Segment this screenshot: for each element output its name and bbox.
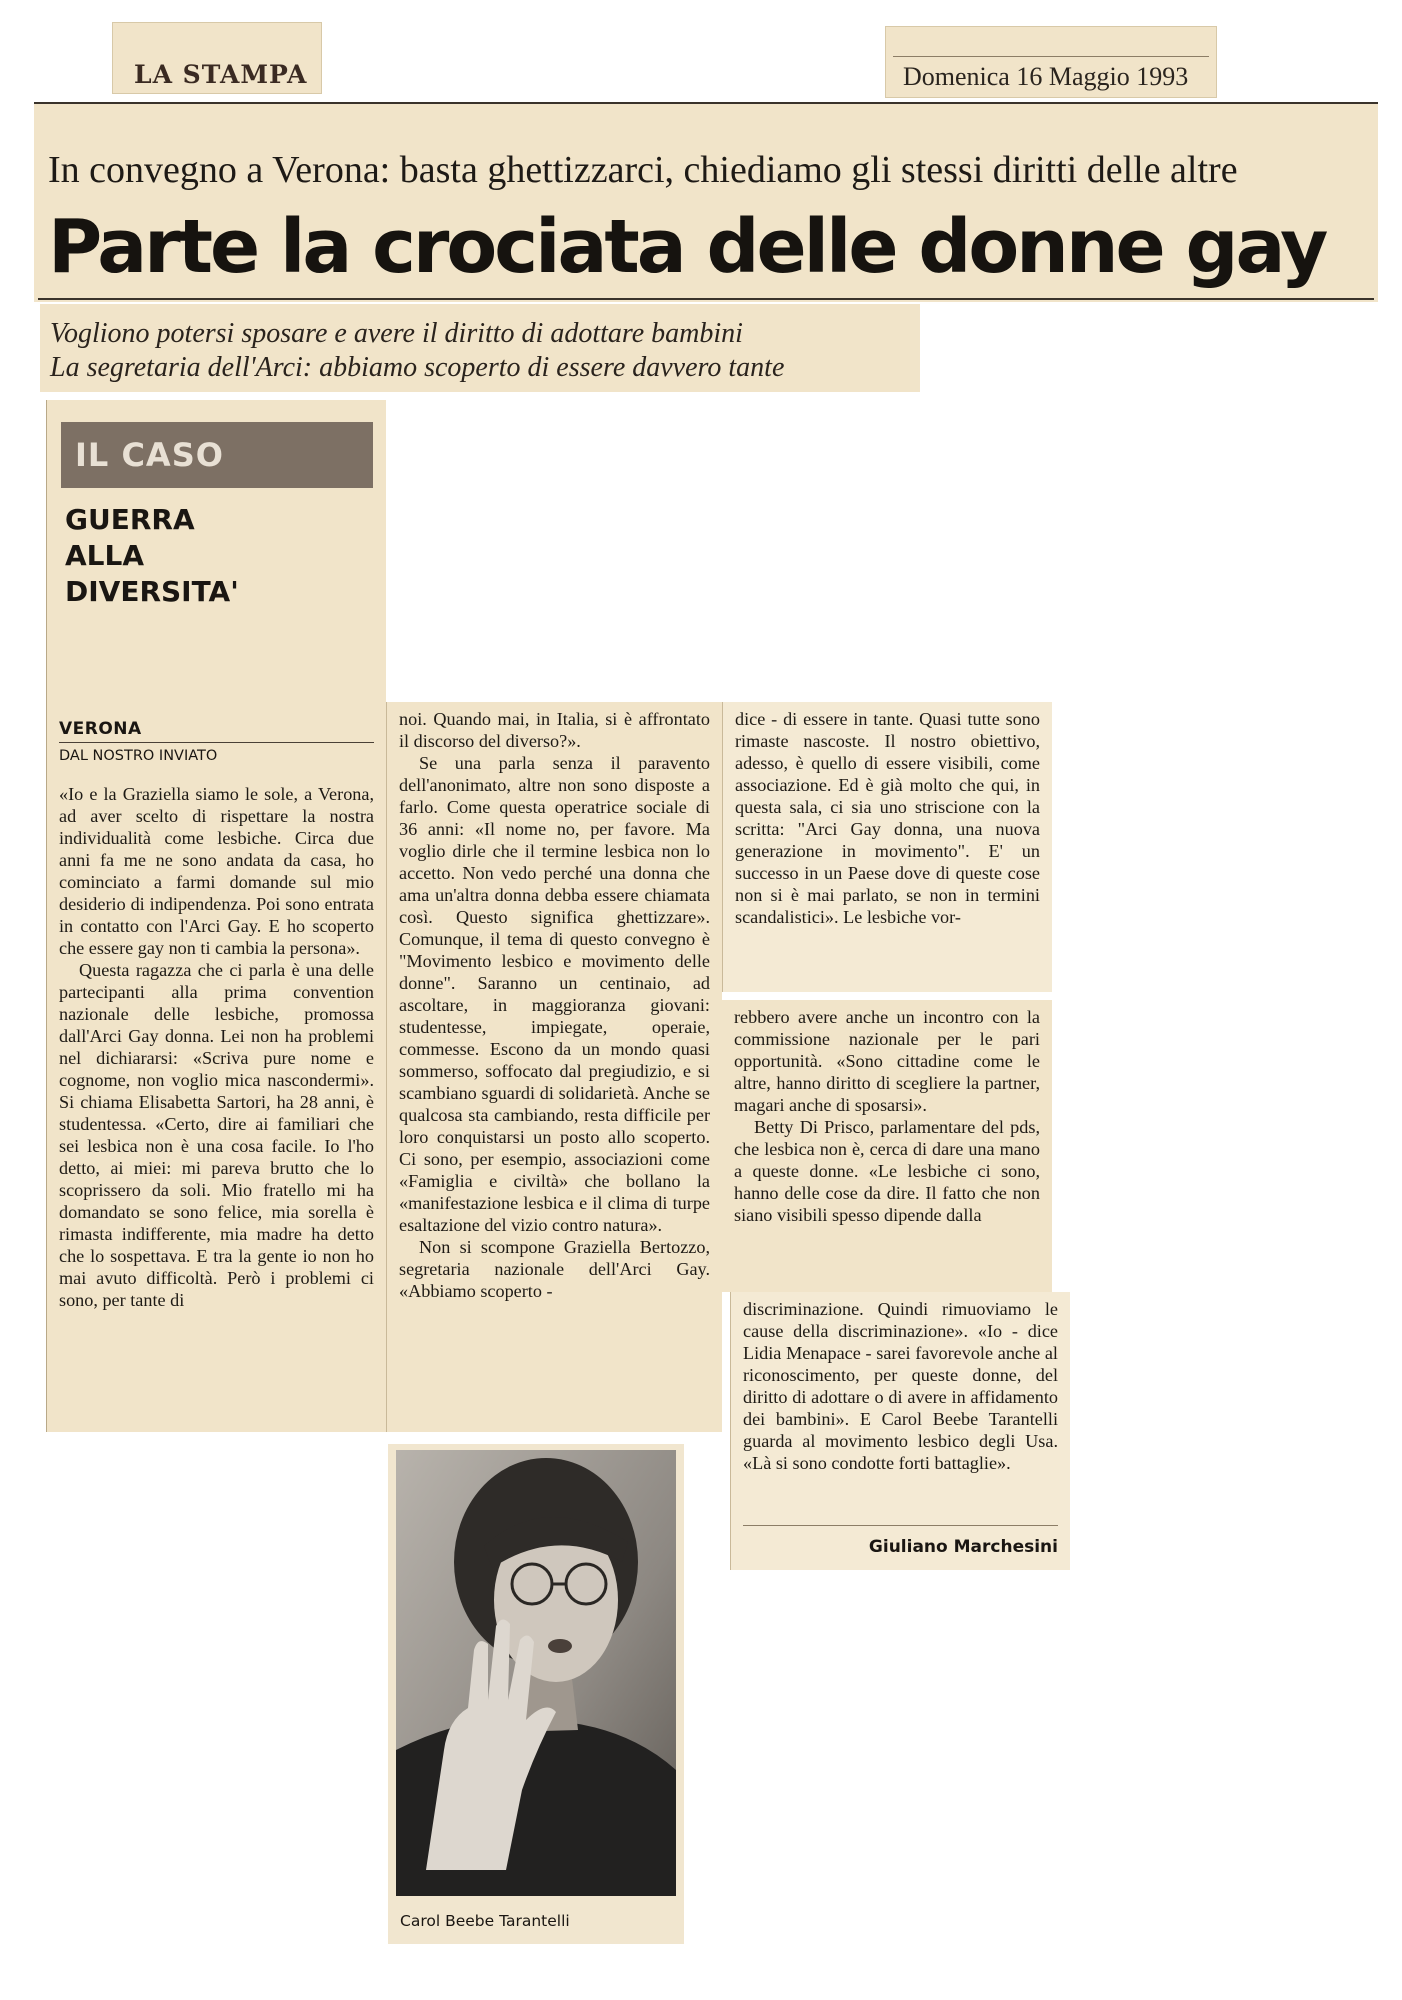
article-column-2: [386, 702, 722, 1432]
photo-caption: Carol Beebe Tarantelli: [400, 1912, 570, 1930]
masthead-clipping: [112, 22, 322, 94]
headline-rule: [38, 298, 1374, 300]
subheadline-line-2: La segretaria dell'Arci: abbiamo scoperto di essere davvero tante: [50, 352, 785, 383]
article-column-1: [46, 702, 386, 1432]
paragraph: Se una parla senza il paravento dell'anonimato, altre non sono disposte a farlo. Come questa operatrice sociale di 36 anni: «Il nome no, per favore. Ma voglio dirle che il termine lesbica non lo accetto. Non vedo perché una donna che ama un'altra donna debba essere chiamata così. Questo significa ghettizzare». Comunque, il tema di questo convegno è "Movimento lesbico e movimento delle donne". Saranno un centinaio, ad ascoltare, in maggioranza giovani: studentesse, impiegate, operaie, commesse. Escono da un mondo quasi sommerso, soffocato dal pregiudizio, e si scambiano sguardi di solidarietà. Anche se qualcosa sta cambiando, resta difficile per loro conquistarsi un posto allo scoperto. Ci sono, per esempio, associazioni come «Famiglia e civiltà» che bollano la «manifestazione lesbica e il clima di turpe esaltazione del vizio contro natura».: [399, 753, 710, 1235]
paragraph: discriminazione. Quindi rimuoviamo le cause della discriminazione». «Io - dice Lidia Menapace - sarei favorevole anche al riconoscimento, per queste donne, del diritto di adottare o di avere in affidamento dei bambini». E Carol Beebe Tarantelli guarda al movimento lesbico degli Usa. «Là si sono condotte forti battaglie».: [743, 1299, 1058, 1473]
paragraph: Questa ragazza che ci parla è una delle partecipanti alla prima convention nazionale delle lesbiche, promossa dall'Arci Gay donna. Lei non ha problemi nel dichiararsi: «Scriva pure nome e cognome, non voglio mica nascondermi». Si chiama Elisabetta Sartori, ha 28 anni, è studentessa. «Certo, dire ai familiari che sei lesbica non è una cosa facile. Io l'ho detto, ai miei: mi pareva brutto che lo scoprissero da soli. Mio fratello mi ha domandato se sono felice, mia sorella è rimasta indifferente, mia madre ha detto che lo sospettava. E tra la gente io non ho mai avuto difficoltà. Però i problemi ci sono, per tante di: [59, 960, 374, 1310]
article-column-3-top: [722, 702, 1052, 992]
article-column-3-middle: [722, 1000, 1052, 1292]
date-clipping: [885, 26, 1217, 98]
correspondent-line: DAL NOSTRO INVIATO: [59, 742, 374, 767]
paragraph: noi. Quando mai, in Italia, si è affrontato il discorso del diverso?».: [399, 709, 710, 751]
photo-clipping: [388, 1444, 684, 1944]
case-label: IL CASO: [75, 436, 224, 474]
paragraph: rebbero avere anche un incontro con la commissione nazionale per le pari opportunità. «Sono cittadine come le altre, hanno diritto di scegliere la partner, magari anche di sposarsi».: [734, 1007, 1040, 1115]
paragraph: Betty Di Prisco, parlamentare del pds, che lesbica non è, cerca di dare una mano a queste donne. «Le lesbiche ci sono, hanno delle cose da dire. Il fatto che non siano visibili spesso dipende dalla: [734, 1117, 1040, 1225]
subheadline-clipping: [40, 304, 920, 392]
paragraph: «Io e la Graziella siamo le sole, a Verona, ad aver scelto di rispettare la nostra individualità come lesbiche. Circa due anni fa me ne sono andata da casa, ho cominciato a farmi domande sul mio desiderio di indipendenza. Poi sono entrata in contatto con l'Arci Gay. E ho scoperto che essere gay non ti cambia la persona».: [59, 784, 374, 958]
case-title: GUERRA ALLA DIVERSITA': [65, 503, 239, 608]
case-box: [46, 400, 386, 702]
author-signature: Giuliano Marchesini: [868, 1537, 1058, 1557]
subheadline-line-1: Vogliono potersi sposare e avere il diritto di adottare bambini: [50, 318, 743, 349]
signature-rule: [743, 1525, 1058, 1526]
publication-date: Domenica 16 Maggio 1993: [903, 62, 1189, 91]
newspaper-name: LA STAMPA: [134, 60, 308, 89]
headline-title: Parte la crociata delle donne gay: [48, 204, 1326, 290]
article-column-3-bottom: [730, 1292, 1070, 1570]
dateline: VERONA: [59, 719, 142, 739]
portrait-illustration: [396, 1450, 676, 1896]
paragraph: Non si scompone Graziella Bertozzo, segretaria nazionale dell'Arci Gay. «Abbiamo scoperto -: [399, 1237, 710, 1301]
portrait-photo: [396, 1450, 676, 1896]
headline-clipping: [34, 102, 1378, 302]
paragraph: dice - di essere in tante. Quasi tutte sono rimaste nascoste. Il nostro obiettivo, adesso, è quello di essere visibili, come associazione. Ed è già molto che qui, in questa sala, ci sia uno striscione con la scritta: "Arci Gay donna, una nuova generazione in movimento". E' un successo in un Paese dove di queste cose non si è mai parlato, se non in termini scandalistici». Le lesbiche vor-: [735, 709, 1040, 927]
headline-kicker: In convegno a Verona: basta ghettizzarci, chiediamo gli stessi diritti delle altre: [48, 149, 1238, 191]
case-label-band: [61, 422, 373, 488]
date-rule: [893, 56, 1209, 57]
